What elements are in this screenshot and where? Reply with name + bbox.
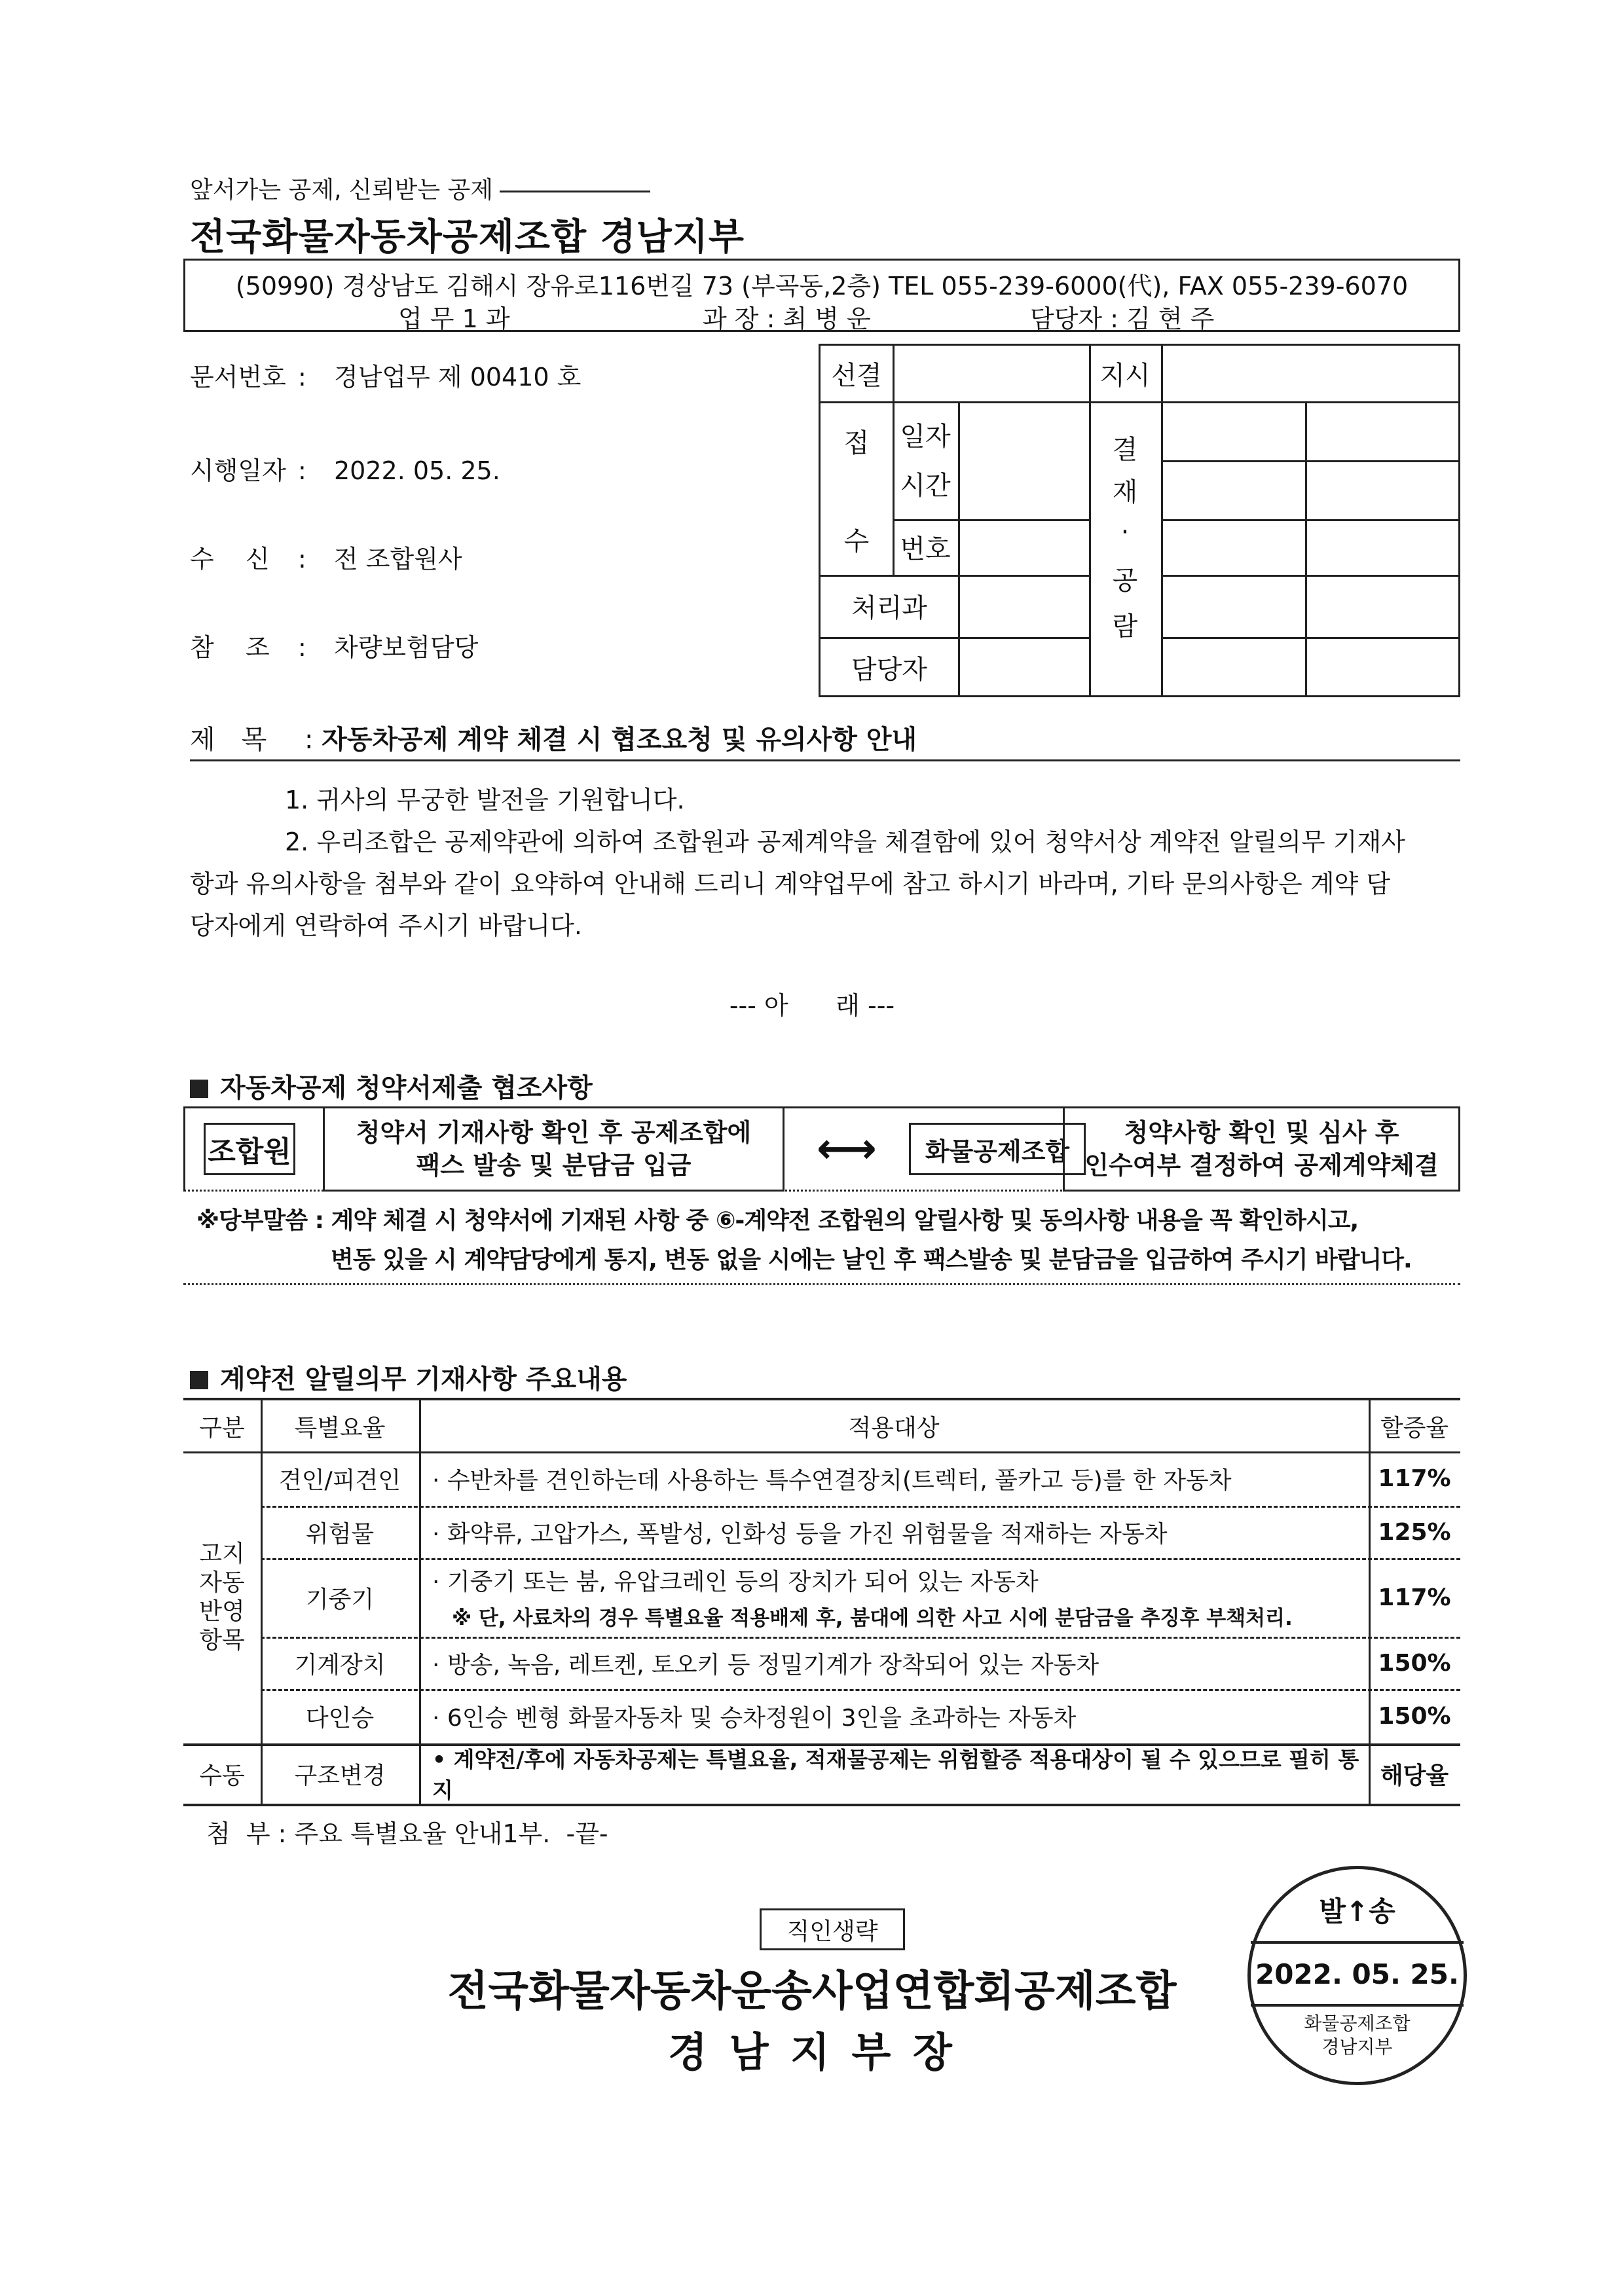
group-auto-reflect: 고지 자동 반영 항목 (199, 1540, 245, 1654)
approval-sign-char-1: 결 (1112, 434, 1138, 465)
meta-reference: 참 조 : 차량보험담당 (190, 633, 479, 662)
approval-time-label: 시간 (900, 470, 951, 501)
request-note-line-2: 변동 있을 시 계약담당에게 통지, 변동 없을 시에는 날인 후 팩스발송 및 분담금을 입금하여 주시기 바랍니다. (331, 1247, 1412, 1273)
section-1-bottom-rule (183, 1283, 1460, 1285)
table-row-type: 다인승 (305, 1705, 375, 1732)
table-row-rate: 117% (1378, 1584, 1451, 1611)
table-row-type: 기계장치 (294, 1651, 386, 1679)
approval-dept-label: 처리과 (851, 593, 927, 623)
seal-omitted-box: 직인생략 (760, 1908, 905, 1950)
table-row-target: · 6인승 벤형 화물자동차 및 승차정원이 3인을 초과하는 자동차 (432, 1705, 1077, 1732)
table-row-target: · 기중기 또는 붐, 유압크레인 등의 장치가 되어 있는 자동차 (432, 1568, 1039, 1595)
meta-doc-number: 문서번호 : 경남업무 제 00410 호 (190, 363, 581, 392)
approval-instruction-label: 지시 (1099, 361, 1151, 391)
meta-recipient: 수 신 : 전 조합원사 (190, 545, 462, 574)
flow-panel (183, 1106, 1460, 1192)
approval-pre-decision-label: 선결 (831, 361, 882, 391)
double-arrow-icon: ⟷ (817, 1125, 877, 1173)
body-paragraph-1: 1. 귀사의 무궁한 발전을 기원합니다. (285, 786, 685, 814)
sender-org: 전국화물자동차운송사업연합회공제조합 (447, 1967, 1177, 2016)
table-row-rate: 117% (1378, 1465, 1451, 1492)
section-square-icon (190, 1371, 208, 1389)
section-2-heading: 계약전 알릴의무 기재사항 주요내용 (190, 1358, 627, 1396)
table-row-rate: 150% (1378, 1703, 1451, 1730)
body-paragraph-2-line-1: 2. 우리조합은 공제약관에 의하여 조합원과 공제계약을 체결함에 있어 청약서상 계약전 알릴의무 기재사 (285, 828, 1405, 856)
stamp-dispatch-label: 발↑송 (1319, 1895, 1395, 1927)
approval-receipt-label-1: 접 (843, 428, 870, 458)
section-1-heading: 자동차공제 청약서제출 협조사항 (190, 1067, 593, 1104)
surcharge-table (183, 1398, 1460, 1807)
member-box: 조합원 (204, 1123, 295, 1175)
subject-row: 제목 : 자동차공제 계약 체결 시 협조요청 및 유의사항 안내 (190, 719, 917, 756)
subject-label: 제목 (190, 725, 293, 755)
table-row-target: · 수반차를 견인하는데 사용하는 특수연결장치(트렉터, 풀카고 등)를 한 자동차 (432, 1467, 1232, 1494)
approval-sign-char-5: 람 (1112, 611, 1138, 642)
notice-heading: --- 아 래 --- (729, 991, 895, 1020)
address-box (183, 259, 1460, 332)
approval-date-label: 일자 (900, 421, 951, 452)
approval-receipt-label-2: 수 (843, 526, 870, 556)
contact-person: 담당자 : 김 현 주 (1030, 304, 1215, 333)
table-row-target: • 계약전/후에 자동차공제는 특별요율, 적재물공제는 위험할증 적용대상이 될 수 있으므로 필히 통지 (432, 1747, 1359, 1803)
body-paragraph-2-line-3: 당자에게 연락하여 주시기 바랍니다. (190, 911, 582, 940)
header-surcharge-rate: 할증율 (1380, 1414, 1449, 1442)
approval-person-label: 담당자 (851, 654, 927, 685)
motto-rule (500, 191, 650, 192)
motto: 앞서가는 공제, 신뢰받는 공제 (190, 172, 650, 205)
approval-sign-char-3: · (1120, 517, 1130, 547)
table-row-type: 위험물 (305, 1520, 375, 1548)
table-row-target-note: ※ 단, 사료차의 경우 특별요율 적용배제 후, 붐대에 의한 사고 시에 분담금을 추징후 부책처리. (452, 1606, 1293, 1630)
approval-number-label: 번호 (900, 534, 951, 564)
body-paragraph-2-line-2: 항과 유의사항을 첨부와 같이 요약하여 안내해 드리니 계약업무에 참고 하시기 바라며, 기타 문의사항은 계약 담 (190, 869, 1391, 898)
subject-rule (190, 759, 1460, 761)
sender-title: 경 남 지 부 장 (668, 2028, 956, 2076)
header-target: 적용대상 (848, 1414, 940, 1442)
table-row-target: · 방송, 녹음, 레트켄, 토오키 등 정밀기계가 장착되어 있는 자동차 (432, 1651, 1099, 1679)
table-row-rate: 150% (1378, 1649, 1451, 1677)
approval-table (819, 344, 1460, 697)
table-row-rate: 125% (1378, 1518, 1451, 1546)
dispatch-stamp (1247, 1866, 1467, 2085)
subject-title: 자동차공제 계약 체결 시 협조요청 및 유의사항 안내 (322, 725, 917, 755)
address-line: (50990) 경상남도 김해시 장유로116번길 73 (부곡동,2층) TEL 055-239-6000(代), FAX 055-239-6070 (235, 272, 1409, 301)
header-category: 구분 (199, 1414, 245, 1442)
section-square-icon (190, 1080, 208, 1098)
table-row-type: 견인/피견인 (278, 1467, 401, 1494)
union-box: 화물공제조합 (909, 1123, 1086, 1175)
table-row-rate: 해당율 (1380, 1762, 1449, 1789)
approval-sign-char-4: 공 (1112, 565, 1138, 596)
union-action-box: 청약사항 확인 및 심사 후 인수여부 결정하여 공제계약체결 (1063, 1106, 1460, 1192)
meta-issue-date: 시행일자 : 2022. 05. 25. (190, 456, 500, 485)
stamp-org: 화물공제조합 경남지부 (1304, 2013, 1411, 2058)
table-row-type: 구조변경 (294, 1762, 386, 1789)
table-row-target: · 화약류, 고압가스, 폭발성, 인화성 등을 가진 위험물을 적재하는 자동차 (432, 1520, 1168, 1548)
header-special-rate: 특별요율 (294, 1414, 386, 1442)
table-row-type: 기중기 (305, 1586, 375, 1613)
manager: 과 장 : 최 병 운 (703, 304, 871, 333)
approval-sign-char-2: 재 (1112, 477, 1138, 507)
stamp-date: 2022. 05. 25. (1251, 1941, 1464, 2007)
member-action-box: 청약서 기재사항 확인 후 공제조합에 팩스 발송 및 분담금 입금 (323, 1106, 784, 1192)
group-manual: 수동 (199, 1762, 245, 1789)
org-header-name: 전국화물자동차공제조합 경남지부 (190, 216, 745, 259)
dept: 업 무 1 과 (398, 304, 510, 333)
request-note-line-1: ※당부말씀 : 계약 체결 시 청약서에 기재된 사항 중 ⑥-계약전 조합원의 알릴사항 및 동의사항 내용을 꼭 확인하시고, (196, 1207, 1359, 1234)
attachment-line: 첨 부 : 주요 특별요율 안내1부. -끝- (206, 1819, 608, 1848)
